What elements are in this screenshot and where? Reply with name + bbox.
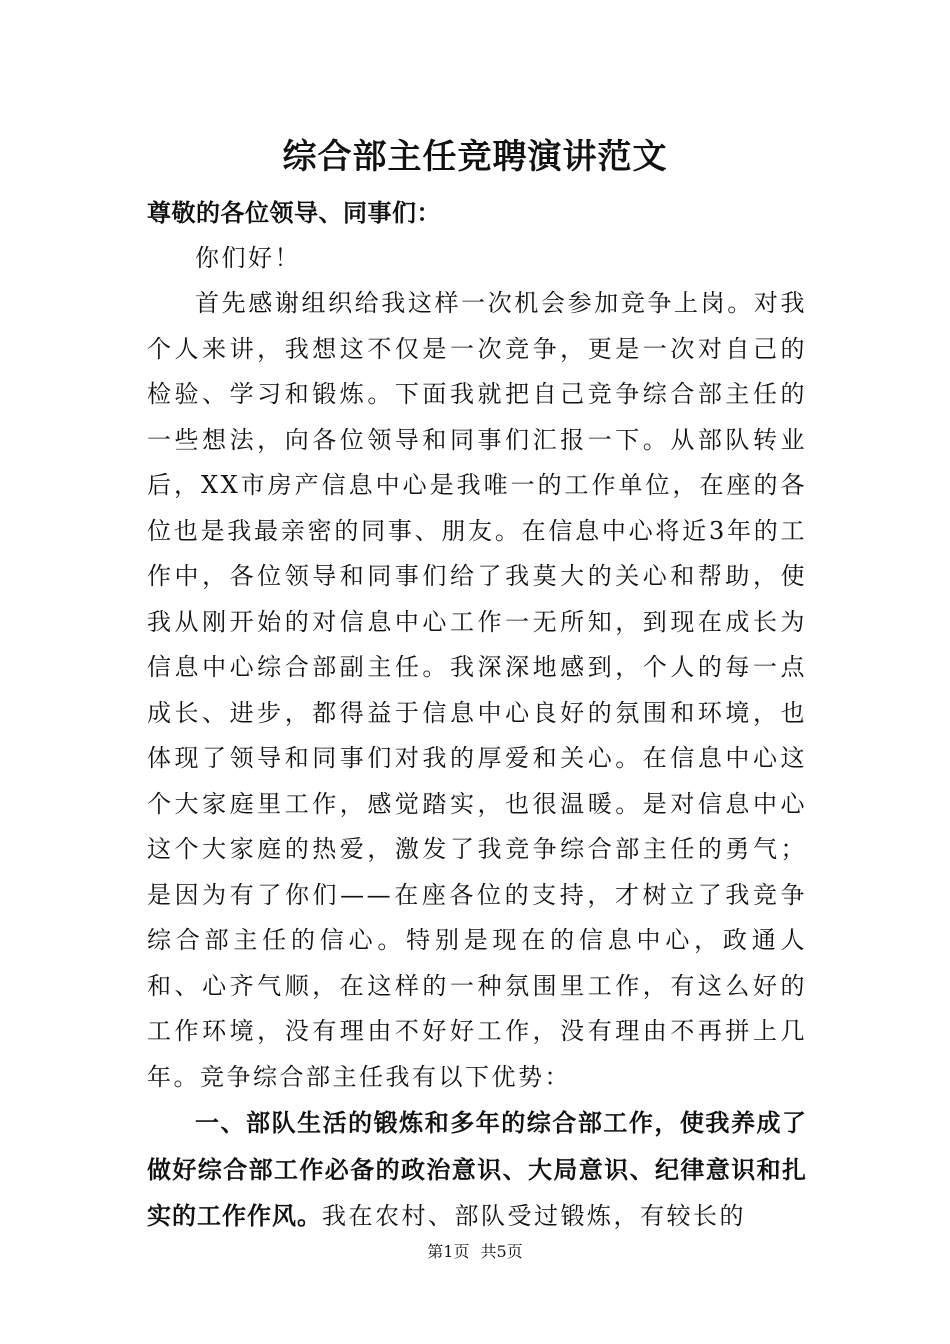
page-footer (0, 1240, 950, 1264)
advantage-1-text: 我在农村、部队受过锻炼，有较长的 (322, 1202, 746, 1230)
page-number: 第1页 (427, 1242, 470, 1261)
paragraph-advantage-1 (147, 1100, 807, 1240)
advantage-1-heading: 一、部队生活的锻炼和多年的综合部工作，使我养成了做好综合部工作必备的政治意识、大局意识、纪律意识和扎实的工作作风。 (147, 1108, 807, 1230)
document-title: 综合部主任竞聘演讲范文 (282, 137, 668, 177)
greeting: 你们好！ (195, 243, 301, 272)
document-body (147, 190, 807, 1240)
paragraph-intro: 首先感谢组织给我这样一次机会参加竞争上岗。对我个人来讲，我想这不仅是一次竞争，更是一次对自己的检验、学习和锻炼。下面我就把自己竞争综合部主任的一些想法，向各位领导和同事们汇报一下。从部队转业后，XX市房产信息中心是我唯一的工作单位，在座的各位也是我最亲密的同事、朋友。在信息中心将近3年的工作中，各位领导和同事们给了我莫大的关心和帮助，使我从刚开始的对信息中心工作一无所知，到现在成长为信息中心综合部副主任。我深深地感到，个人的每一点成长、进步，都得益于信息中心良好的氛围和环境，也体现了领导和同事们对我的厚爱和关心。在信息中心这个大家庭里工作，感觉踏实，也很温暖。是对信息中心这个大家庭的热爱，激发了我竞争综合部主任的勇气；是因为有了你们——在座各位的支持，才树立了我竞争综合部主任的信心。特别是现在的信息中心，政通人和、心齐气顺，在这样的一种氛围里工作，有这么好的工作环境，没有理由不好好工作，没有理由不再拼上几年。竞争综合部主任我有以下优势： (147, 289, 807, 1091)
salutation: 尊敬的各位领导、同事们： (147, 198, 441, 227)
page-total: 共5页 (480, 1242, 523, 1261)
